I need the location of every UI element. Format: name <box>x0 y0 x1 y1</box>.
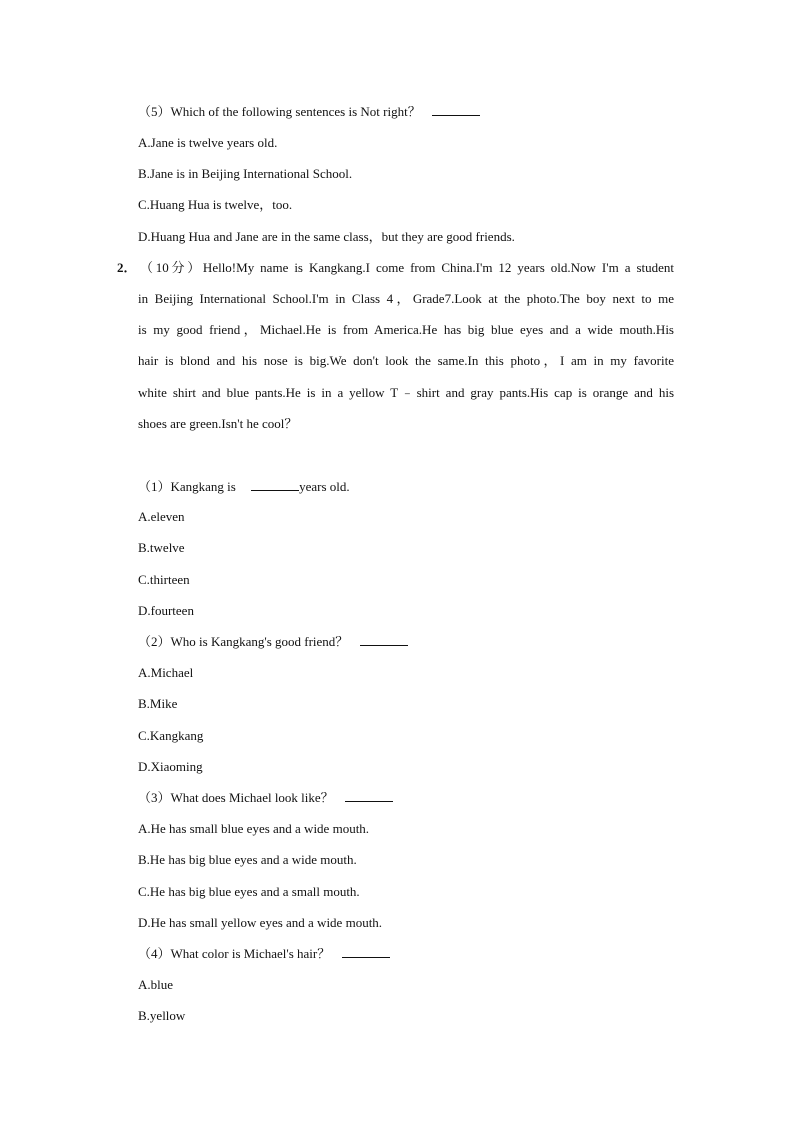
passage-line: is my good friend，Michael.He is from America.He has big blue eyes and a wide mouth.His <box>138 322 674 337</box>
passage-line: in Beijing International School.I'm in Class 4，Grade7.Look at the photo.The boy next to me <box>138 291 674 306</box>
question-prompt-suffix: years old. <box>299 479 350 494</box>
question-prompt-text: （4）What color is Michael's hair？ <box>138 946 331 961</box>
answer-option: A.Jane is twelve years old. <box>138 135 278 150</box>
question-prompt <box>138 790 393 806</box>
question-prompt <box>138 104 480 120</box>
answer-option: B.Jane is in Beijing International School. <box>138 166 353 181</box>
question-prompt <box>138 634 408 650</box>
question-prompt <box>138 946 390 962</box>
answer-blank[interactable] <box>360 634 408 646</box>
question-prompt <box>138 479 350 495</box>
passage-line: white shirt and blue pants.He is in a yellow T﹣shirt and gray pants.His cap is orange and his <box>138 385 674 400</box>
answer-blank[interactable] <box>432 104 480 116</box>
answer-option: C.Kangkang <box>138 728 204 743</box>
answer-option: B.Mike <box>138 696 178 711</box>
answer-option: A.blue <box>138 977 174 992</box>
answer-option: B.twelve <box>138 540 185 555</box>
answer-option: B.yellow <box>138 1008 186 1023</box>
question-prompt-text: （1）Kangkang is <box>138 479 236 494</box>
answer-blank[interactable] <box>251 479 299 491</box>
answer-option: B.He has big blue eyes and a wide mouth. <box>138 852 357 867</box>
passage-line: （10分）Hello!My name is Kangkang.I come from China.I'm 12 years old.Now I'm a student <box>140 260 674 275</box>
answer-option: A.eleven <box>138 509 185 524</box>
answer-blank[interactable] <box>342 946 390 958</box>
answer-blank[interactable] <box>345 790 393 802</box>
answer-option: C.He has big blue eyes and a small mouth. <box>138 884 360 899</box>
answer-option: D.Xiaoming <box>138 759 203 774</box>
question-number: 2． <box>117 260 137 275</box>
answer-option: D.fourteen <box>138 603 194 618</box>
answer-option: A.He has small blue eyes and a wide mouth. <box>138 821 370 836</box>
answer-option: C.thirteen <box>138 572 190 587</box>
answer-option: C.Huang Hua is twelve，too. <box>138 197 293 212</box>
question-prompt-text: （3）What does Michael look like？ <box>138 790 334 805</box>
passage-line: hair is blond and his nose is big.We don't look the same.In this photo，I am in my favorite <box>138 353 674 368</box>
answer-option: A.Michael <box>138 665 194 680</box>
question-prompt-text: （5）Which of the following sentences is Not right？ <box>138 104 421 119</box>
question-prompt-text: （2）Who is Kangkang's good friend？ <box>138 634 349 649</box>
passage-line: shoes are green.Isn't he cool？ <box>138 416 298 431</box>
answer-option: D.Huang Hua and Jane are in the same class，but they are good friends. <box>138 229 515 244</box>
answer-option: D.He has small yellow eyes and a wide mouth. <box>138 915 383 930</box>
